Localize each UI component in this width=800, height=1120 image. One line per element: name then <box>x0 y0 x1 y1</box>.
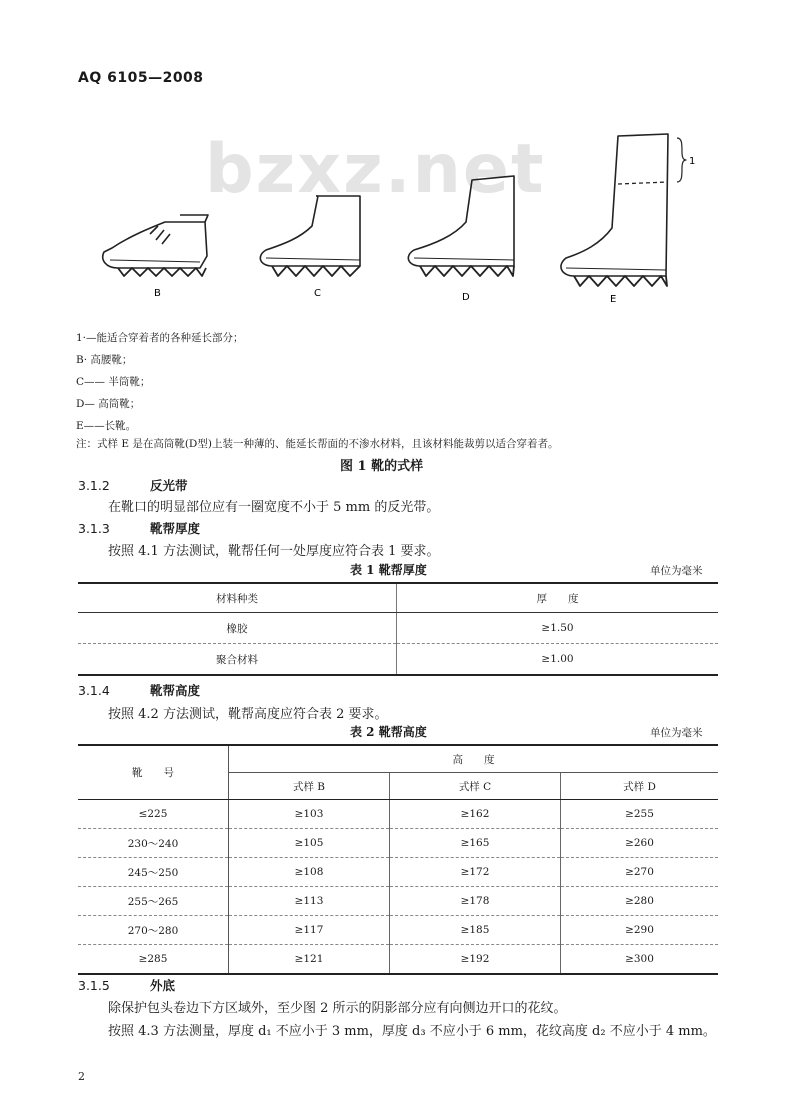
figure-note: 注：式样 E 是在高筒靴(D型)上装一种薄的、能延长帮面的不渗水材料，且该材料能裁剪以适合穿着者。 <box>76 438 559 450</box>
section-text: 在靴口的明显部位应有一圈宽度不小于 5 mm 的反光带。 <box>108 500 440 515</box>
table-header-cell: 式样 C <box>390 773 561 800</box>
boot-e-label: E <box>610 294 617 305</box>
table-cell: ≥255 <box>561 800 719 829</box>
table-cell: ≥178 <box>390 887 561 916</box>
table-cell: ≤225 <box>78 800 229 829</box>
height-table <box>78 744 718 975</box>
section-number: 3.1.3 <box>78 521 110 536</box>
boot-b-label: B <box>154 288 161 299</box>
table-row <box>78 916 718 945</box>
section-text: 按照 4.1 方法测试，靴帮任何一处厚度应符合表 1 要求。 <box>108 544 440 559</box>
section-text: 按照 4.3 方法测量，厚度 d₁ 不应小于 3 mm，厚度 d₃ 不应小于 6 mm，花纹高度 d₂ 不应小于 4 mm。 <box>108 1024 716 1039</box>
table-cell: ≥162 <box>390 800 561 829</box>
table-cell: ≥117 <box>229 916 390 945</box>
table-cell: ≥285 <box>78 945 229 975</box>
table-row <box>78 945 718 975</box>
table-cell: 270～280 <box>78 916 229 945</box>
standard-code: AQ 6105—2008 <box>78 70 204 86</box>
page-number: 2 <box>78 1070 85 1083</box>
section-title: 外底 <box>150 978 176 993</box>
table-row <box>78 644 718 676</box>
table-cell: ≥290 <box>561 916 719 945</box>
boot-d-drawing <box>408 176 514 276</box>
section-heading <box>78 519 200 537</box>
table1-unit: 单位为毫米 <box>650 565 703 577</box>
section-number: 3.1.2 <box>78 478 110 493</box>
section-heading <box>78 476 188 494</box>
section-heading <box>78 681 200 699</box>
section-text: 按照 4.2 方法测试，靴帮高度应符合表 2 要求。 <box>108 707 388 722</box>
boot-c-label: C <box>314 288 321 299</box>
legend-item: E——长靴。 <box>76 420 137 432</box>
legend-item: 1·—能适合穿着者的各种延长部分； <box>76 332 244 344</box>
boot-c-drawing <box>260 196 360 276</box>
table-row <box>78 829 718 858</box>
table-header-cell: 靴 号 <box>78 745 229 800</box>
section-title: 靴帮高度 <box>150 683 201 698</box>
table-cell: 橡胶 <box>78 613 397 644</box>
table-cell: ≥165 <box>390 829 561 858</box>
table-header-cell: 材料种类 <box>78 583 397 613</box>
table-header-cell: 厚 度 <box>397 583 719 613</box>
table-cell: ≥260 <box>561 829 719 858</box>
table-cell: 230～240 <box>78 829 229 858</box>
table-cell: ≥270 <box>561 858 719 887</box>
thickness-table <box>78 582 718 676</box>
legend-item: C—— 半筒靴； <box>76 376 151 388</box>
table-header-row <box>78 583 718 613</box>
legend-item: D— 高筒靴； <box>76 398 141 410</box>
table-cell: ≥1.50 <box>397 613 719 644</box>
section-number: 3.1.4 <box>78 683 110 698</box>
boot-b-drawing <box>103 215 208 276</box>
table-cell: 聚合材料 <box>78 644 397 676</box>
section-title: 靴帮厚度 <box>150 521 201 536</box>
table1-caption: 表 1 靴帮厚度 <box>350 563 427 577</box>
table2-unit: 单位为毫米 <box>650 727 703 739</box>
table-row <box>78 800 718 829</box>
table-header-cell: 高 度 <box>229 745 719 773</box>
table-cell: ≥103 <box>229 800 390 829</box>
figure-caption: 图 1 靴的式样 <box>340 459 424 474</box>
table-cell: ≥172 <box>390 858 561 887</box>
boot-d-label: D <box>462 292 470 303</box>
section-title: 反光带 <box>150 478 188 493</box>
table-cell: ≥300 <box>561 945 719 975</box>
extension-label: 1 <box>689 156 696 167</box>
table-cell: ≥185 <box>390 916 561 945</box>
boot-styles-figure <box>0 0 800 330</box>
table-row <box>78 613 718 644</box>
table-header-row <box>78 745 718 773</box>
table-cell: ≥1.00 <box>397 644 719 676</box>
table-header-cell: 式样 D <box>561 773 719 800</box>
table-cell: ≥280 <box>561 887 719 916</box>
table-cell: ≥113 <box>229 887 390 916</box>
legend-item: B· 高腰靴； <box>76 354 133 366</box>
table-cell: 255～265 <box>78 887 229 916</box>
table2-caption: 表 2 靴帮高度 <box>350 725 427 739</box>
table-header-cell: 式样 B <box>229 773 390 800</box>
table-row <box>78 887 718 916</box>
table-row <box>78 858 718 887</box>
table-cell: ≥121 <box>229 945 390 975</box>
table-cell: ≥105 <box>229 829 390 858</box>
table-cell: 245～250 <box>78 858 229 887</box>
section-number: 3.1.5 <box>78 978 110 993</box>
section-text: 除保护包头卷边下方区域外，至少图 2 所示的阴影部分应有向侧边开口的花纹。 <box>108 1001 567 1016</box>
table-cell: ≥108 <box>229 858 390 887</box>
boot-e-drawing <box>561 134 686 286</box>
section-heading <box>78 976 175 994</box>
table-cell: ≥192 <box>390 945 561 975</box>
watermark-logo: bzxz.net <box>205 130 546 209</box>
